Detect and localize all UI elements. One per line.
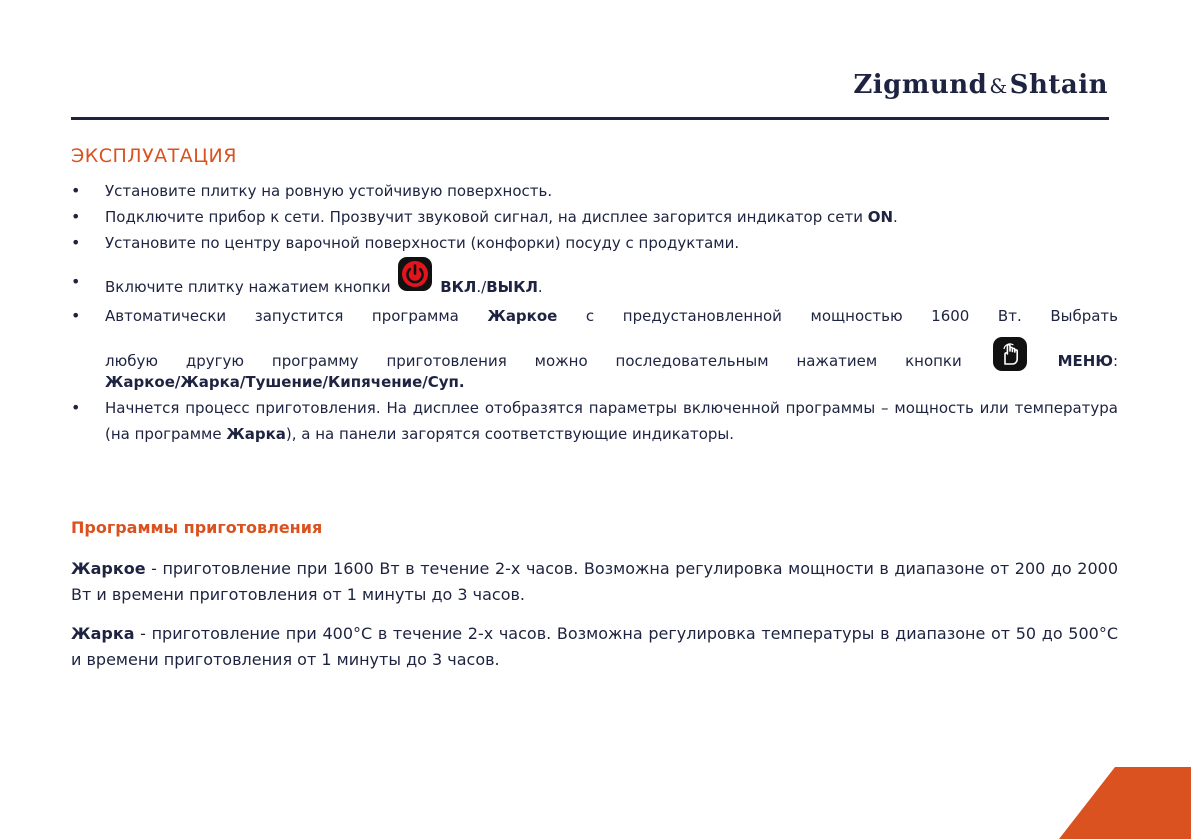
step-text: Подключите прибор к сети. Прозвучит звуковой сигнал, на дисплее загорится индикатор сети: [105, 208, 868, 226]
program-name: Жарка: [71, 624, 135, 643]
step-text: Включите плитку нажатием кнопки: [105, 278, 391, 296]
step-bold: Жарка: [226, 425, 286, 443]
step-item: [71, 269, 1118, 303]
brand-logo: [853, 70, 1108, 100]
program-description: [71, 556, 1118, 608]
step-text: :: [1112, 352, 1118, 370]
corner-decoration: [1059, 767, 1191, 839]
step-text: ), а на панели загорятся соответствующие индикаторы.: [285, 425, 735, 443]
step-bold: Жаркое: [487, 307, 558, 325]
power-button-icon: [398, 257, 432, 291]
program-description: [71, 621, 1118, 673]
brand-ampersand: &: [989, 74, 1008, 98]
step-bold: ВЫКЛ: [486, 278, 538, 296]
brand-name-right: Shtain: [1009, 70, 1108, 100]
step-text: любую другую программу приготовления можно последовательным нажатием кнопки: [105, 352, 962, 370]
brand-name-left: Zigmund: [853, 70, 988, 100]
step-text: Начнется процесс приготовления. На дисплее отобразятся параметры включенной программы – мощность или температура (на программе: [105, 399, 1118, 443]
program-text: - приготовление при 1600 Вт в течение 2-х часов. Возможна регулировка мощности в диапазоне от 200 до 2000 Вт и времени приготовления от 1 минуты до 3 часов.: [71, 559, 1118, 604]
header-rule: [71, 117, 1109, 120]
program-text: - приготовление при 400°C в течение 2-х часов. Возможна регулировка температуры в диапазоне от 50 до 500°C и времени приготовления от 1 минуты до 3 часов.: [71, 624, 1118, 669]
programs-title: Программы приготовления: [71, 518, 323, 537]
step-text: с предустановленной мощностью 1600 Вт. Выбрать: [557, 307, 1118, 325]
step-text: Автоматически запустится программа: [105, 307, 488, 325]
step-bold: МЕНЮ: [1057, 352, 1113, 370]
hand-touch-icon: [993, 337, 1027, 371]
step-item: [71, 178, 1118, 204]
step-item: [71, 230, 1118, 256]
step-bold: ВКЛ: [440, 278, 477, 296]
program-name: Жаркое: [71, 559, 146, 578]
section-title: ЭКСПЛУАТАЦИЯ: [71, 145, 237, 167]
step-item: [71, 395, 1118, 447]
step-text: .: [893, 208, 898, 226]
step-text: Установите плитку на ровную устойчивую поверхность.: [105, 182, 553, 200]
step-bold: ON: [867, 208, 894, 226]
step-item: [71, 204, 1118, 230]
step-text: ./: [476, 278, 487, 296]
operation-steps-list: [71, 178, 1118, 447]
step-item: [71, 303, 1118, 395]
step-text: Установите по центру варочной поверхности (конфорки) посуду с продуктами.: [105, 234, 740, 252]
step-text: .: [537, 278, 543, 296]
step-line: [105, 303, 1118, 329]
step-bold: Жаркое/Жарка/Тушение/Кипячение/Суп.: [105, 373, 465, 391]
